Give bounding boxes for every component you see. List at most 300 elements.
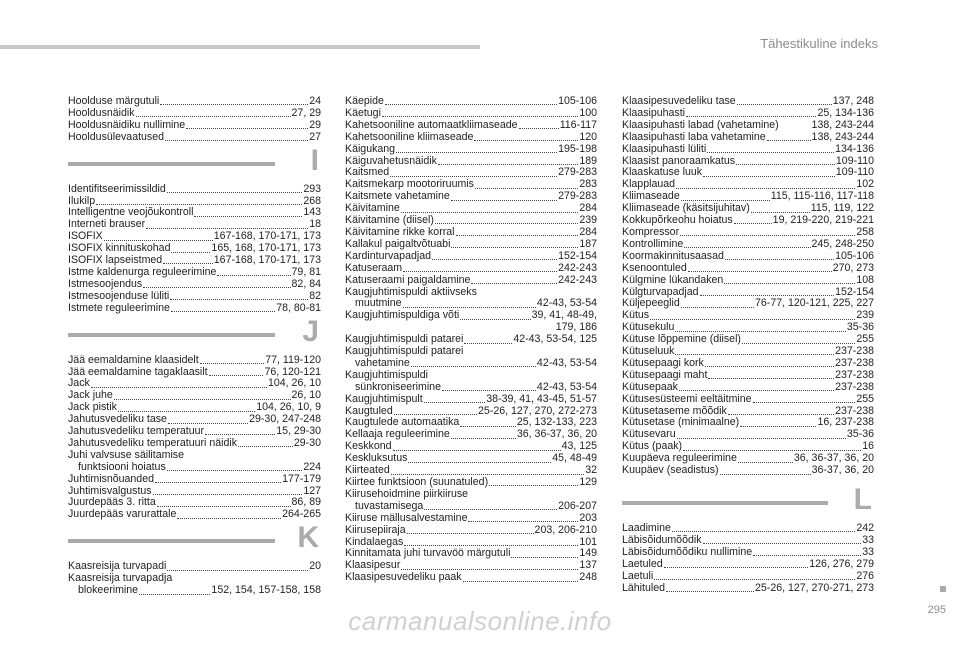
entry-term: Kliimaseade <box>622 190 680 203</box>
entry-term: Kaugjuhtimispuldiga võti <box>345 309 460 322</box>
entry-leader-dots <box>475 188 578 189</box>
entry-pages: 138, 243-244 <box>811 130 874 143</box>
entry-leader-dots <box>407 533 534 534</box>
entry-leader-dots <box>424 402 486 403</box>
entry-pages: 18 <box>309 218 321 231</box>
entry-term: Jää eemaldamine klaasidelt <box>68 353 199 366</box>
entry-pages: 38-39, 41, 43-45, 51-57 <box>486 392 597 405</box>
entry-leader-dots <box>393 450 561 451</box>
index-entry <box>345 513 597 525</box>
entry-pages: 101 <box>579 535 597 548</box>
letter-bar <box>622 501 828 505</box>
entry-pages: 33 <box>862 545 874 558</box>
entry-term: Laetuled <box>622 557 663 570</box>
index-entry <box>622 263 874 275</box>
entry-term: Küljepeeglid <box>622 297 680 310</box>
entry-leader-dots <box>153 494 303 495</box>
section-title: Tähestikuline indeks <box>760 36 878 51</box>
entry-leader-dots <box>728 414 834 415</box>
entry-term: Kiiruse mällusalvestamine <box>345 511 468 524</box>
entry-term: Läbisõidumõõdiku nullimine <box>622 545 753 558</box>
entry-term: Kütus <box>622 309 650 322</box>
entry-leader-dots <box>519 128 559 129</box>
entry-leader-dots <box>474 140 578 141</box>
entry-pages: 245, 248-250 <box>811 237 874 250</box>
entry-pages: 102 <box>856 178 874 191</box>
entry-leader-dots <box>200 363 265 364</box>
entry-pages: 33 <box>862 533 874 546</box>
index-entry <box>622 583 874 595</box>
entry-term: Keskkond <box>345 440 392 453</box>
entry-pages: 108 <box>856 273 874 286</box>
entry-pages: 195-198 <box>558 142 597 155</box>
entry-pages: 143 <box>303 206 321 219</box>
entry-pages: 237-238 <box>835 356 874 369</box>
entry-pages: 284 <box>579 202 597 215</box>
entry-pages: 25, 134-136 <box>817 106 874 119</box>
entry-leader-dots <box>734 223 772 224</box>
entry-pages: 120 <box>579 130 597 143</box>
entry-term: Kütusepaak <box>622 380 678 393</box>
entry-leader-dots <box>679 390 834 391</box>
entry-pages: 36, 36-37, 36, 20 <box>793 452 874 465</box>
entry-pages: 82, 84 <box>291 277 321 290</box>
entry-pages-continued: 179, 186 <box>555 321 597 334</box>
entry-term: Hoolduse märgutuli <box>68 95 160 107</box>
entry-leader-dots <box>160 104 308 105</box>
entry-pages: 129 <box>579 476 597 488</box>
entry-leader-dots <box>681 307 754 308</box>
index-entry <box>68 132 321 144</box>
entry-pages: 149 <box>579 547 597 560</box>
entry-pages: 137 <box>579 559 597 572</box>
index-entry <box>345 525 597 537</box>
entry-leader-dots <box>681 200 770 201</box>
entry-leader-dots <box>435 223 578 224</box>
entry-term: Jahutusvedeliku tase <box>68 413 167 426</box>
index-entry <box>68 462 321 474</box>
entry-term: Kliimaseade (käsitsijuhitav) <box>622 202 750 215</box>
entry-pages: 26, 10 <box>291 389 321 402</box>
group-k2 <box>345 96 597 584</box>
entry-pages: 284 <box>579 225 597 238</box>
entry-leader-dots <box>391 474 584 475</box>
entry-leader-dots <box>664 567 809 568</box>
entry-term: Klapplauad <box>622 178 676 191</box>
entry-term: Kütuse lõppemine (diisel) <box>622 333 741 346</box>
entry-leader-dots <box>720 474 811 475</box>
entry-pages: 104, 26, 10 <box>267 377 321 390</box>
entry-leader-dots <box>703 176 835 177</box>
entry-pages: 237-238 <box>835 345 874 358</box>
entry-leader-dots <box>163 263 213 264</box>
entry-term: Laetuli <box>622 569 654 582</box>
entry-term: Külgmine lükandaken <box>622 273 724 286</box>
page-marker <box>940 586 946 592</box>
entry-leader-dots <box>177 518 281 519</box>
entry-pages: 270, 273 <box>832 261 874 274</box>
entry-term: Jack <box>68 377 90 390</box>
entry-pages: 77, 119-120 <box>265 353 321 366</box>
entry-term: ISOFIX <box>68 230 103 243</box>
entry-term: Laadimine <box>622 522 671 534</box>
index-entry: Kaasreisija turvapadja <box>68 572 173 585</box>
entry-pages: 42-43, 53-54, 125 <box>513 333 597 346</box>
entry-leader-dots <box>471 283 557 284</box>
entry-term: Kütusepaagi kork <box>622 356 704 369</box>
entry-term: Läbisõidumõõdik <box>622 533 702 546</box>
entry-pages: 242-243 <box>558 261 597 274</box>
entry-leader-dots <box>401 212 579 213</box>
entry-pages: 15, 29-30 <box>276 425 321 438</box>
entry-pages: 258 <box>856 225 874 238</box>
entry-leader-dots <box>751 212 810 213</box>
entry-pages: 189 <box>579 154 597 167</box>
index-entry <box>622 144 874 156</box>
letter-bar <box>68 539 275 543</box>
entry-pages: 29-30 <box>293 436 321 449</box>
index-entry <box>68 184 321 196</box>
entry-term: Kaugtulede automaatika <box>345 416 460 429</box>
index-column-3 <box>622 96 874 594</box>
entry-leader-dots <box>683 450 861 451</box>
entry-leader-dots <box>167 192 303 193</box>
index-entry <box>622 298 874 310</box>
group-h <box>68 96 321 144</box>
entry-pages: 76, 120-121 <box>264 365 321 378</box>
index-entry <box>622 132 874 144</box>
entry-term: Jää eemaldamine tagaklaasilt <box>68 365 208 378</box>
entry-term: Kiirtee funktsioon (suunatuled) <box>345 476 489 488</box>
entry-leader-dots <box>451 200 557 201</box>
entry-leader-dots <box>700 295 835 296</box>
entry-leader-dots <box>118 411 255 412</box>
entry-term: Kaitsmete vahetamine <box>345 190 450 203</box>
entry-term: Klaasipesuvedeliku paak <box>345 571 462 584</box>
index-entry <box>622 465 874 477</box>
entry-term: Kellaaja reguleerimine <box>345 428 450 441</box>
entry-pages: 24 <box>309 95 321 107</box>
entry-leader-dots <box>186 128 308 129</box>
entry-pages: 42-43, 53-54 <box>536 356 597 369</box>
index-entry <box>345 382 597 394</box>
entry-pages: 109-110 <box>835 154 874 167</box>
index-entry <box>68 120 321 132</box>
index-entry <box>68 585 321 597</box>
index-entry <box>622 120 874 132</box>
group-l <box>622 523 874 594</box>
entry-term: Juurdepääs 3. ritta <box>68 496 156 509</box>
entry-leader-dots <box>737 104 832 105</box>
index-entry <box>345 572 597 584</box>
entry-pages: 152, 154, 157-158, 158 <box>211 584 321 597</box>
letter-header-k <box>68 521 321 559</box>
entry-pages: 242-243 <box>558 273 597 286</box>
entry-term: Kompressor <box>622 225 680 238</box>
entry-term: Koormakinnitusaasad <box>622 249 724 262</box>
entry-pages: 100 <box>579 106 597 119</box>
entry-pages: 293 <box>303 182 321 195</box>
entry-pages: 237-238 <box>835 404 874 417</box>
entry-pages: 29-30, 247-248 <box>249 413 321 426</box>
entry-term: Kaugjuhtimispuldi patarei <box>345 333 464 346</box>
entry-term: Käivitamine <box>345 202 400 215</box>
entry-leader-dots <box>456 235 579 236</box>
entry-leader-dots <box>708 378 834 379</box>
entry-term: Käivitamine rikke korral <box>345 225 455 238</box>
index-entry <box>68 355 321 367</box>
entry-term: Klaasist panoraamkatus <box>622 154 736 167</box>
entry-term: Kahetsooniline kliimaseade <box>345 130 474 143</box>
entry-pages: 42-43, 53-54 <box>536 297 597 310</box>
entry-pages: 105-106 <box>835 249 874 262</box>
entry-pages: 27 <box>309 130 321 143</box>
entry-term: Kiirteated <box>345 464 390 477</box>
entry-leader-dots <box>468 521 578 522</box>
entry-leader-dots <box>411 366 536 367</box>
letter-header-j <box>68 314 321 353</box>
entry-pages: 152-154 <box>835 285 874 298</box>
entry-leader-dots <box>401 569 578 570</box>
entry-leader-dots <box>432 259 557 260</box>
entry-term: Jahutusvedeliku temperatuur <box>68 425 205 438</box>
entry-term: Katuseraami paigaldamine <box>345 273 471 286</box>
entry-term: Käigukang <box>345 142 396 155</box>
entry-term: Jahutusvedeliku temperatuuri näidik <box>68 436 238 449</box>
entry-term: Katuseraam <box>345 261 403 274</box>
entry-term: blokeerimine <box>78 584 139 597</box>
entry-leader-dots <box>205 434 275 435</box>
index-entry <box>68 509 321 521</box>
entry-term: Külgturvapadjad <box>622 285 699 298</box>
entry-pages: 138, 243-244 <box>811 118 874 131</box>
entry-leader-dots <box>194 216 302 217</box>
entry-pages: 82 <box>309 289 321 302</box>
entry-term: muutmine <box>355 297 402 310</box>
entry-pages: 255 <box>856 392 874 405</box>
header-bar <box>0 45 480 49</box>
entry-leader-dots <box>688 271 832 272</box>
entry-pages: 35-36 <box>846 428 874 441</box>
entry-term: Istmesoojenduse lüliti <box>68 289 170 302</box>
entry-leader-dots <box>705 366 834 367</box>
entry-leader-dots <box>394 414 477 415</box>
entry-term: Kaugjuhtimispult <box>345 392 423 405</box>
entry-leader-dots <box>463 581 579 582</box>
entry-pages: 43, 125 <box>561 440 597 453</box>
entry-term: Jack juhe <box>68 389 113 402</box>
group-k3 <box>622 96 874 477</box>
entry-leader-dots <box>650 319 855 320</box>
entry-term: Käepide <box>345 95 384 107</box>
entry-term: tuvastamisega <box>355 499 424 512</box>
entry-term: Klaaskatuse luuk <box>622 166 703 179</box>
entry-leader-dots <box>438 164 578 165</box>
index-entry <box>622 571 874 583</box>
entry-term: Kiirusepiiraja <box>345 523 406 536</box>
index-entry <box>345 120 597 132</box>
entry-term: Kütusetaseme mõõdik <box>622 404 727 417</box>
entry-term: Klaasipuhasti lüliti <box>622 142 707 155</box>
entry-leader-dots <box>238 446 293 447</box>
entry-pages: 45, 48-49 <box>552 452 597 465</box>
entry-leader-dots <box>114 399 291 400</box>
entry-pages: 276 <box>856 569 874 582</box>
index-entry <box>345 251 597 263</box>
watermark: carmanualsonline.info <box>348 606 612 636</box>
index-entry <box>68 279 321 291</box>
entry-pages: 187 <box>579 237 597 250</box>
entry-pages: 165, 168, 170-171, 173 <box>211 242 321 255</box>
entry-pages: 20 <box>309 560 321 573</box>
entry-leader-dots <box>442 390 536 391</box>
letter-bar <box>68 162 275 166</box>
entry-pages: 283 <box>579 178 597 191</box>
entry-leader-dots <box>680 235 855 236</box>
index-entry: Kaugjuhtimispuldi aktiivseks <box>345 285 477 298</box>
entry-leader-dots <box>676 188 855 189</box>
entry-term: Kokkupõrkeohu hoiatus <box>622 214 733 227</box>
entry-leader-dots <box>167 470 303 471</box>
entry-term: Kütusevaru <box>622 428 676 441</box>
entry-pages: 76-77, 120-121, 225, 227 <box>755 297 874 310</box>
entry-pages: 137, 248 <box>832 95 874 107</box>
entry-leader-dots <box>738 462 793 463</box>
entry-leader-dots <box>155 482 281 483</box>
entry-leader-dots <box>675 354 834 355</box>
entry-term: Kütuseluuk <box>622 345 675 358</box>
entry-term: ISOFIX lapseistmed <box>68 254 163 267</box>
entry-leader-dots <box>96 204 302 205</box>
index-entry <box>622 559 874 571</box>
entry-leader-dots <box>104 240 213 241</box>
entry-leader-dots <box>686 116 816 117</box>
entry-pages: 127 <box>303 484 321 497</box>
entry-leader-dots <box>451 438 516 439</box>
entry-pages: 115, 115-116, 117-118 <box>770 190 874 203</box>
entry-leader-dots <box>143 287 290 288</box>
entry-pages: 167-168, 170-171, 173 <box>213 230 321 243</box>
entry-leader-dots <box>460 426 516 427</box>
entry-term: Kuupäev (seadistus) <box>622 464 719 477</box>
entry-leader-dots <box>136 116 291 117</box>
entry-leader-dots <box>707 152 834 153</box>
entry-leader-dots <box>724 283 855 284</box>
entry-pages: 279-283 <box>558 166 597 179</box>
entry-term: Kütusepaagi maht <box>622 368 708 381</box>
entry-term: Hooldusnäidik <box>68 106 135 119</box>
entry-pages: 126, 276, 279 <box>809 557 874 570</box>
entry-leader-dots <box>753 402 856 403</box>
entry-leader-dots <box>385 104 557 105</box>
entry-pages: 16 <box>862 440 874 453</box>
index-entry <box>345 239 597 251</box>
index-entry <box>345 263 597 275</box>
index-entry <box>622 547 874 559</box>
index-entry <box>68 303 321 315</box>
entry-leader-dots <box>382 116 578 117</box>
entry-leader-dots <box>168 423 248 424</box>
entry-term: Ilukilp <box>68 194 96 207</box>
entry-pages: 19, 219-220, 219-221 <box>772 214 874 227</box>
index-column-2 <box>345 96 597 584</box>
entry-pages: 105-106 <box>558 95 597 107</box>
entry-term: Klaasipesuvedeliku tase <box>622 95 736 107</box>
index-entry <box>622 275 874 287</box>
entry-pages: 36, 36-37, 36, 20 <box>516 428 597 441</box>
entry-term: Klaasipuhasti <box>622 106 686 119</box>
entry-term: Kaitsmekarp mootoriruumis <box>345 178 474 191</box>
entry-leader-dots <box>424 509 557 510</box>
entry-pages: 203 <box>579 511 597 524</box>
entry-pages: 29 <box>309 118 321 131</box>
index-entry: Kaugjuhtimispuldi <box>345 368 429 381</box>
entry-leader-dots <box>139 594 210 595</box>
entry-leader-dots <box>167 570 308 571</box>
index-entry <box>345 501 597 513</box>
entry-term: Juurdepääs varurattale <box>68 508 177 521</box>
index-entry: Kiirusehoidmine piirkiiruse <box>345 487 469 500</box>
entry-leader-dots <box>170 299 308 300</box>
entry-leader-dots <box>703 543 862 544</box>
entry-pages: 27, 29 <box>291 106 321 119</box>
entry-term: Kütusekulu <box>622 321 675 334</box>
index-entry <box>622 370 874 382</box>
entry-leader-dots <box>209 375 264 376</box>
index-entry <box>622 382 874 394</box>
entry-term: Lähituled <box>622 581 666 594</box>
letter-l: L <box>853 483 872 516</box>
entry-pages: 224 <box>303 460 321 473</box>
entry-pages: 237-238 <box>835 380 874 393</box>
entry-leader-dots <box>91 387 267 388</box>
entry-leader-dots <box>511 557 578 558</box>
index-entry <box>68 291 321 303</box>
entry-leader-dots <box>464 343 512 344</box>
entry-pages: 39, 41, 48-49, <box>531 309 597 322</box>
entry-term: Klaasipesur <box>345 559 401 572</box>
entry-pages: 239 <box>579 214 597 227</box>
letter-header-l <box>622 483 874 521</box>
letter-i: I <box>310 143 319 177</box>
entry-leader-dots <box>725 259 834 260</box>
entry-pages: 242 <box>856 522 874 534</box>
entry-pages: 104, 26, 10, 9 <box>256 401 321 414</box>
letter-j: J <box>302 314 319 348</box>
entry-term: Kütusetase (minimaalne) <box>622 416 740 429</box>
entry-term: Käetugi <box>345 106 381 119</box>
entry-pages: 109-110 <box>835 166 874 179</box>
entry-pages: 25-26, 127, 270-271, 273 <box>755 581 874 594</box>
index-entry <box>345 132 597 144</box>
index-column-1 <box>68 96 321 597</box>
letter-bar <box>68 333 275 337</box>
entry-leader-dots <box>165 140 308 141</box>
entry-leader-dots <box>666 591 754 592</box>
entry-term: Istmesoojendus <box>68 277 143 290</box>
entry-pages: 239 <box>856 309 874 322</box>
index-entry <box>345 96 597 108</box>
entry-leader-dots <box>654 579 855 580</box>
entry-term: Kütusesüsteemi eeltäitmine <box>622 392 752 405</box>
entry-term: Klaasipuhasti laba vahetamine <box>622 130 766 143</box>
entry-term: Kütus (paak) <box>622 440 683 453</box>
entry-pages: 35-36 <box>846 321 874 334</box>
entry-pages: 237-238 <box>835 368 874 381</box>
entry-term: Kontrollimine <box>622 237 684 250</box>
entry-leader-dots <box>736 164 835 165</box>
entry-pages: 177-179 <box>282 472 321 485</box>
